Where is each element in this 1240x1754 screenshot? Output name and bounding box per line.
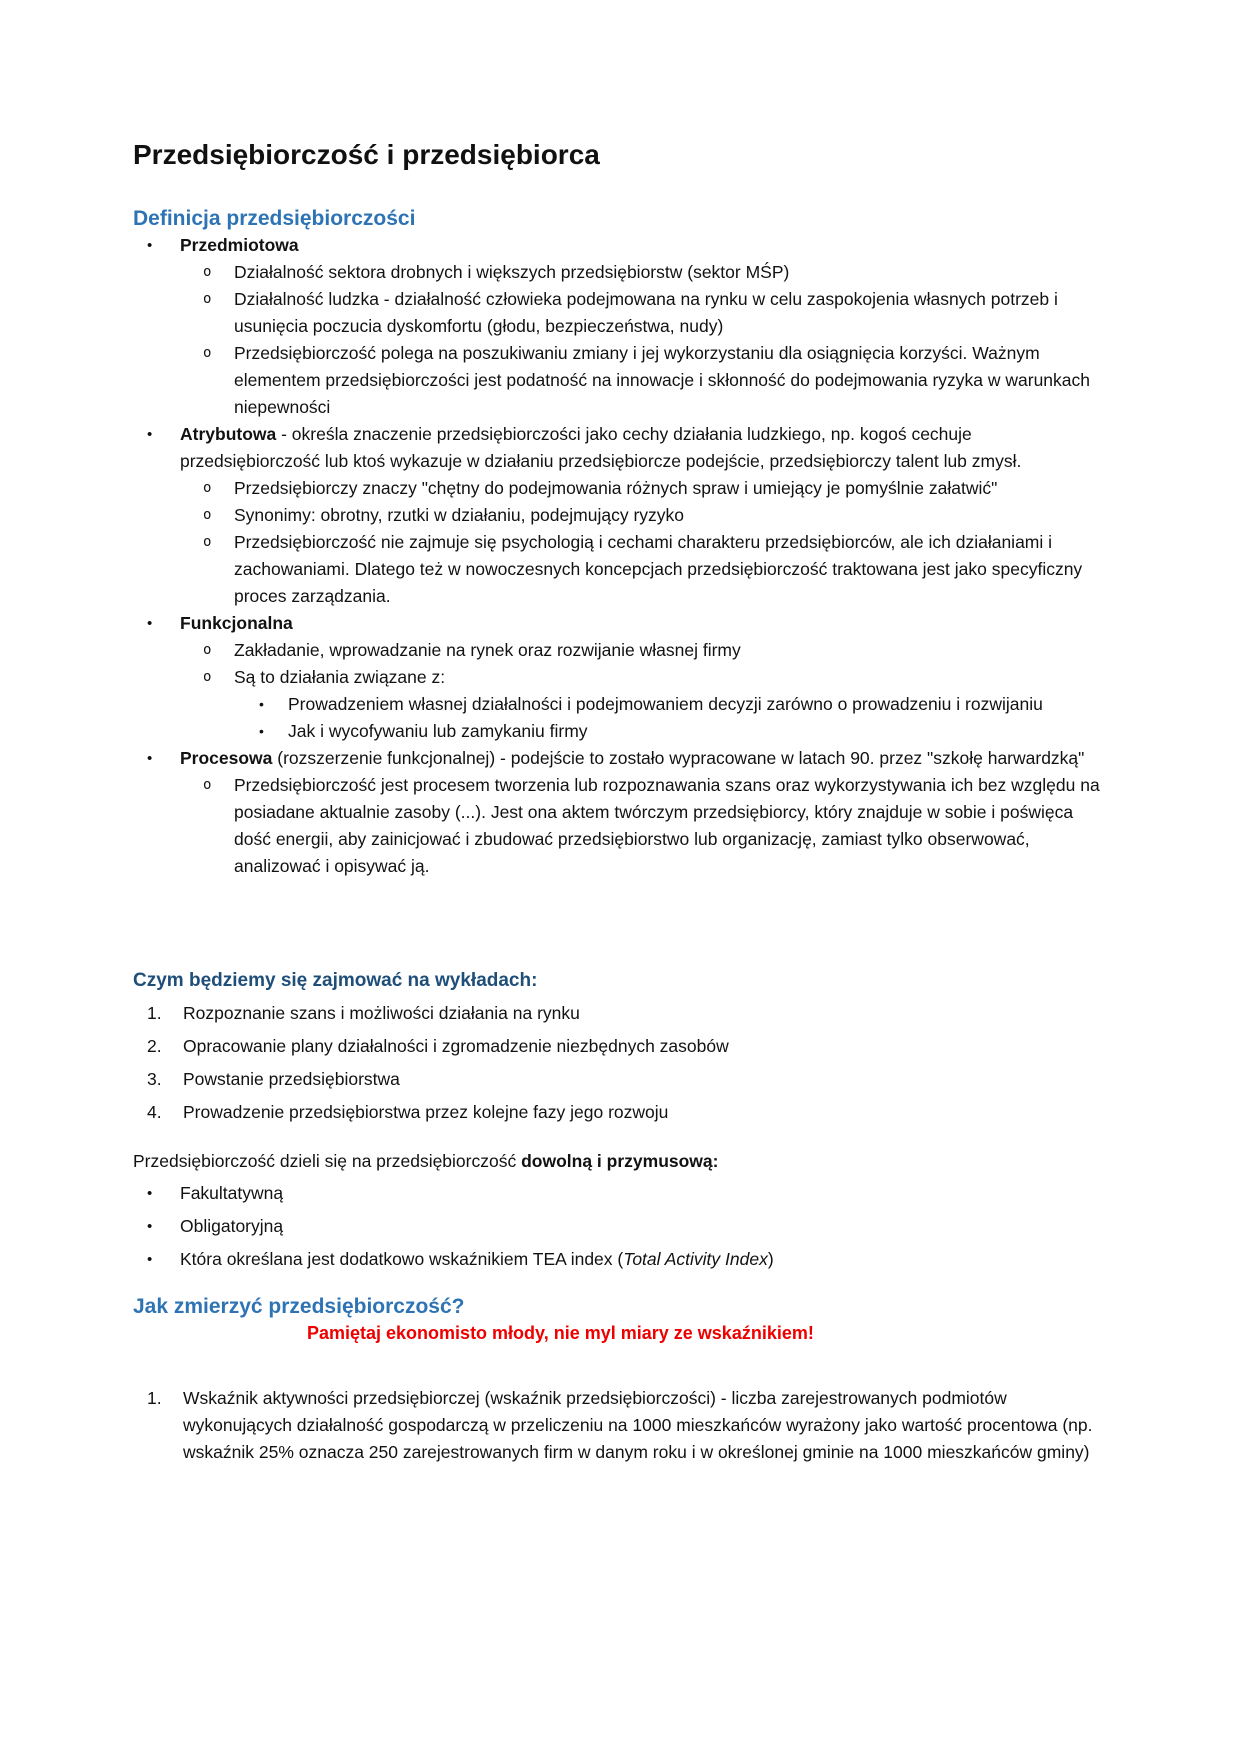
warning-text: Pamiętaj ekonomisto młody, nie myl miary ze wskaźnikiem! bbox=[307, 1323, 814, 1343]
list-item bbox=[147, 1213, 1107, 1240]
numbered-item-text: Rozpoznanie szans i możliwości działania na rynku bbox=[183, 1003, 580, 1023]
list-item-text: Przedsiębiorczość jest procesem tworzenia lub rozpoznawania szans oraz wykorzystywania ich bez względu na posiadane aktualnie zasoby (...). Jest ona aktem twórczym przedsiębiorcy, który znajduje w sobie i poświęca dość energii, aby zainicjować i zbudować przedsiębiorstwo lub organizację, zamiast tylko obserwować, analizować i opisywać ją. bbox=[234, 775, 1100, 876]
bullet-icon: • bbox=[147, 615, 153, 632]
bullet-icon: • bbox=[147, 237, 153, 254]
list-item-rest: (rozszerzenie funkcjonalnej) - podejście to zostało wypracowane w latach 90. przez "szkołę harwardzką" bbox=[272, 748, 1085, 768]
list-item bbox=[203, 340, 1107, 421]
numbered-item-text: Wskaźnik aktywności przedsiębiorczej (wskaźnik przedsiębiorczości) - liczba zarejestrowanych podmiotów wykonujących działalność gospodarczą w przeliczeniu na 1000 mieszkańców wyrażony jako wartość procentowa (np. wskaźnik 25% oznacza 250 zarejestrowanych firm w danym roku i w określonej gminie na 1000 mieszkańców gminy) bbox=[183, 1388, 1093, 1462]
bullet-icon: • bbox=[259, 723, 264, 739]
list-item-label: Atrybutowa bbox=[180, 424, 277, 444]
intro-text: Przedsiębiorczość dzieli się na przedsiębiorczość bbox=[133, 1151, 522, 1171]
bullet-icon: • bbox=[147, 426, 153, 443]
numbered-item bbox=[147, 1000, 1107, 1027]
tea-prefix: Która określana jest dodatkowo wskaźnikiem TEA index ( bbox=[180, 1249, 624, 1269]
list-item-text: Zakładanie, wprowadzanie na rynek oraz rozwijanie własnej firmy bbox=[234, 640, 741, 660]
tea-italic: Total Activity Index bbox=[623, 1249, 768, 1269]
list-item-atrybutowa bbox=[147, 421, 1107, 475]
list-item-text: Fakultatywną bbox=[180, 1183, 284, 1203]
list-item-text: Prowadzeniem własnej działalności i podejmowaniem decyzji zarówno o prowadzeniu i rozwijaniu bbox=[288, 694, 1043, 714]
section-gap bbox=[133, 880, 1107, 968]
list-item bbox=[203, 529, 1107, 610]
list-item-text bbox=[180, 421, 1107, 475]
list-item-text bbox=[180, 745, 1107, 772]
bullet-icon: • bbox=[259, 696, 264, 712]
list-item-funkcjonalna bbox=[147, 610, 1107, 637]
section-gap bbox=[133, 1279, 1107, 1294]
item-number: 1. bbox=[147, 1003, 162, 1023]
section-gap bbox=[133, 1132, 1107, 1148]
circle-bullet-icon: o bbox=[203, 345, 212, 361]
circle-bullet-icon: o bbox=[203, 777, 212, 793]
list-item-text: Synonimy: obrotny, rzutki w działaniu, podejmujący ryzyko bbox=[234, 505, 685, 525]
item-number: 3. bbox=[147, 1069, 162, 1089]
bullet-icon: • bbox=[147, 1185, 153, 1202]
list-item-text: Przedsiębiorczość polega na poszukiwaniu zmiany i jej wykorzystaniu dla osiągnięcia korzyści. Ważnym elementem przedsiębiorczości jest podatność na innowacje i skłonność do podejmowania ryzyka w warunkach niepewności bbox=[234, 343, 1090, 417]
tea-suffix: ) bbox=[767, 1249, 774, 1269]
list-item-rest: - określa znaczenie przedsiębiorczości jako cechy działania ludzkiego, np. kogoś cechuje przedsiębiorczość lub ktoś wykazuje w działaniu przedsiębiorcze podejście, przedsiębiorczy talent lub zmysł. bbox=[180, 424, 1022, 471]
list-item-label: Procesowa bbox=[180, 748, 273, 768]
list-item-text bbox=[180, 1246, 1107, 1273]
item-number: 2. bbox=[147, 1036, 162, 1056]
numbered-item-text: Prowadzenie przedsiębiorstwa przez kolejne fazy jego rozwoju bbox=[183, 1102, 669, 1122]
section-heading-pomiar: Jak zmierzyć przedsiębiorczość? bbox=[133, 1295, 465, 1318]
numbered-item-text: Opracowanie plany działalności i zgromadzenie niezbędnych zasobów bbox=[183, 1036, 729, 1056]
circle-bullet-icon: o bbox=[203, 507, 212, 523]
bullet-icon: • bbox=[147, 1251, 153, 1268]
list-item-text: Jak i wycofywaniu lub zamykaniu firmy bbox=[288, 721, 588, 741]
item-number: 1. bbox=[147, 1388, 162, 1408]
list-item-text: Przedsiębiorczy znaczy "chętny do podejmowania różnych spraw i umiejący je pomyślnie załatwić" bbox=[234, 478, 998, 498]
list-item bbox=[203, 475, 1107, 502]
list-item-tea-index bbox=[147, 1246, 1107, 1273]
podzial-list bbox=[133, 1180, 1107, 1273]
list-item bbox=[147, 1180, 1107, 1207]
list-item-text: Działalność ludzka - działalność człowieka podejmowana na rynku w celu zaspokojenia własnych potrzeb i usunięcia poczucia dyskomfortu (głodu, bezpieczeństwa, nudy) bbox=[234, 289, 1058, 336]
list-item bbox=[259, 691, 1107, 718]
list-item bbox=[203, 259, 1107, 286]
circle-bullet-icon: o bbox=[203, 669, 212, 685]
section-gap bbox=[133, 1347, 1107, 1385]
item-number: 4. bbox=[147, 1102, 162, 1122]
bullet-icon: • bbox=[147, 1218, 153, 1235]
numbered-item bbox=[147, 1066, 1107, 1093]
section-heading-definicja: Definicja przedsiębiorczości bbox=[133, 207, 416, 230]
list-item bbox=[259, 718, 1107, 745]
list-item-label: Funkcjonalna bbox=[180, 613, 293, 633]
list-item-text: Są to działania związane z: bbox=[234, 667, 446, 687]
list-item bbox=[203, 286, 1107, 340]
list-item-label: Przedmiotowa bbox=[180, 235, 299, 255]
list-item bbox=[203, 664, 1107, 691]
numbered-item-text: Powstanie przedsiębiorstwa bbox=[183, 1069, 400, 1089]
list-item-text: Przedsiębiorczość nie zajmuje się psychologią i cechami charakteru przedsiębiorców, ale ich działaniami i zachowaniami. Dlatego też w nowoczesnych koncepcjach przedsiębiorczość traktowana jest jako specyficzny proces zarządzania. bbox=[234, 532, 1083, 606]
bullet-icon: • bbox=[147, 750, 153, 767]
intro-colon: : bbox=[712, 1151, 719, 1171]
list-item-text: Obligatoryjną bbox=[180, 1216, 284, 1236]
circle-bullet-icon: o bbox=[203, 534, 212, 550]
list-item bbox=[203, 637, 1107, 664]
numbered-item bbox=[147, 1033, 1107, 1060]
doc-title: Przedsiębiorczość i przedsiębiorca bbox=[133, 139, 600, 170]
paragraph-podzial bbox=[133, 1148, 1107, 1175]
list-item bbox=[203, 772, 1107, 880]
circle-bullet-icon: o bbox=[203, 480, 212, 496]
numbered-item bbox=[147, 1385, 1107, 1466]
circle-bullet-icon: o bbox=[203, 642, 212, 658]
circle-bullet-icon: o bbox=[203, 264, 212, 280]
list-item-text: Działalność sektora drobnych i większych przedsiębiorstw (sektor MŚP) bbox=[234, 262, 790, 282]
circle-bullet-icon: o bbox=[203, 291, 212, 307]
list-item-przedmiotowa bbox=[147, 232, 1107, 259]
numbered-item bbox=[147, 1099, 1107, 1126]
list-item-procesowa bbox=[147, 745, 1107, 772]
intro-bold-text: dowolną i przymusową bbox=[521, 1151, 713, 1171]
list-item bbox=[203, 502, 1107, 529]
section-heading-wyklady: Czym będziemy się zajmować na wykładach: bbox=[133, 970, 538, 991]
